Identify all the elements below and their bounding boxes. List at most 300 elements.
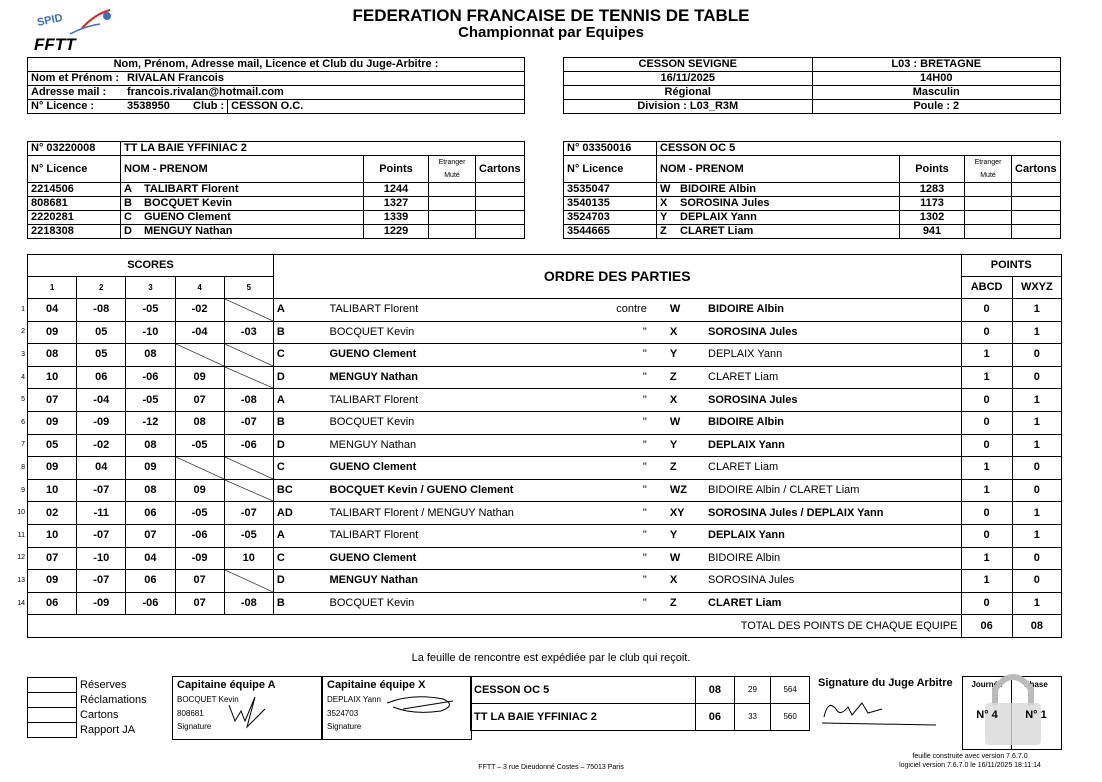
player-row xyxy=(28,211,525,225)
results-table xyxy=(470,676,810,731)
player-x-name: SOROSINA Jules / DEPLAIX Yann xyxy=(705,502,961,525)
points-x: 1 xyxy=(1012,434,1061,457)
set-score: -09 xyxy=(77,592,126,615)
versus-label: " xyxy=(559,344,649,367)
player-cards xyxy=(476,183,525,197)
player-x-name: DEPLAIX Yann xyxy=(705,434,961,457)
set-score: 07 xyxy=(28,389,77,412)
captain-x-licence: 3524703 xyxy=(327,709,359,718)
result-row xyxy=(471,677,810,704)
points-x: 1 xyxy=(1012,592,1061,615)
player-x-name: CLARET Liam xyxy=(705,457,961,480)
player-letter: X xyxy=(657,197,678,211)
player-cards xyxy=(476,211,525,225)
player-foreign xyxy=(965,225,1012,239)
captain-x-box xyxy=(322,676,472,740)
row-number: 1 xyxy=(21,305,25,313)
game-row xyxy=(28,547,1062,570)
scores-header: SCORES xyxy=(28,255,274,277)
player-x-letter: Z xyxy=(650,366,705,389)
points-header: Points xyxy=(364,156,429,183)
set-score: 06 xyxy=(126,502,175,525)
versus-label: " xyxy=(559,366,649,389)
captain-x-signature xyxy=(383,691,463,721)
set-score xyxy=(175,457,224,480)
set-score: 08 xyxy=(28,344,77,367)
points-header: Points xyxy=(900,156,965,183)
game-row xyxy=(28,524,1062,547)
points-x: 0 xyxy=(1012,457,1061,480)
player-a-name: GUENO Clement xyxy=(304,457,560,480)
match-category: Masculin xyxy=(812,86,1061,100)
set-5-header: 5 xyxy=(224,277,273,299)
set-score: -07 xyxy=(77,479,126,502)
points-a: 1 xyxy=(961,344,1012,367)
player-letter: B xyxy=(121,197,142,211)
set-score: -02 xyxy=(77,434,126,457)
player-letter: Z xyxy=(657,225,678,239)
player-a-letter: C xyxy=(273,547,303,570)
player-a-name: TALIBART Florent xyxy=(304,524,560,547)
set-score xyxy=(224,344,273,367)
points-x: 0 xyxy=(1012,547,1061,570)
result-team: TT LA BAIE YFFINIAC 2 xyxy=(471,704,696,731)
set-score xyxy=(224,570,273,593)
set-score: 09 xyxy=(28,570,77,593)
player-x-name: CLARET Liam xyxy=(705,592,961,615)
player-row xyxy=(28,225,525,239)
team-x-name: CESSON OC 5 xyxy=(657,142,1061,156)
player-row xyxy=(564,183,1061,197)
versus-label: " xyxy=(559,592,649,615)
set-score: 08 xyxy=(126,479,175,502)
version-line-1: feuille construite avec version 7.6.7.0 xyxy=(912,753,1028,760)
set-score: -03 xyxy=(224,321,273,344)
points-x: 0 xyxy=(1012,344,1061,367)
row-number: 7 xyxy=(21,441,25,449)
player-a-name: GUENO Clement xyxy=(304,547,560,570)
player-name: DEPLAIX Yann xyxy=(677,211,900,225)
points-a: 0 xyxy=(961,299,1012,322)
captain-a-title: Capitaine équipe A xyxy=(177,679,276,691)
player-points: 1302 xyxy=(900,211,965,225)
player-name: BIDOIRE Albin xyxy=(677,183,900,197)
set-score: -08 xyxy=(224,389,273,412)
points-a: 1 xyxy=(961,366,1012,389)
set-score: 09 xyxy=(28,411,77,434)
game-row xyxy=(28,411,1062,434)
player-a-name: MENGUY Nathan xyxy=(304,366,560,389)
player-a-name: BOCQUET Kevin xyxy=(304,592,560,615)
referee-box xyxy=(27,57,525,114)
set-4-header: 4 xyxy=(175,277,224,299)
player-x-name: CLARET Liam xyxy=(705,366,961,389)
player-licence: 3524703 xyxy=(564,211,657,225)
player-points: 1173 xyxy=(900,197,965,211)
player-a-name: BOCQUET Kevin xyxy=(304,321,560,344)
captain-a-name: BOCQUET Kevin xyxy=(177,695,239,704)
player-licence: 2214506 xyxy=(28,183,121,197)
player-x-letter: W xyxy=(650,411,705,434)
row-number: 3 xyxy=(21,350,25,358)
cards-checkbox[interactable] xyxy=(28,708,77,723)
player-x-name: BIDOIRE Albin xyxy=(705,411,961,434)
captain-a-signature-label: Signature xyxy=(177,722,212,731)
player-name: CLARET Liam xyxy=(677,225,900,239)
player-a-letter: AD xyxy=(273,502,303,525)
row-number: 4 xyxy=(21,373,25,381)
points-a: 1 xyxy=(961,479,1012,502)
set-score: 02 xyxy=(28,502,77,525)
set-score: -06 xyxy=(126,592,175,615)
licence-header: N° Licence xyxy=(28,156,121,183)
match-info xyxy=(563,57,1061,114)
set-score xyxy=(224,299,273,322)
match-grid xyxy=(27,254,1062,638)
points-x: 1 xyxy=(1012,299,1061,322)
result-team: CESSON OC 5 xyxy=(471,677,696,704)
player-name: BOCQUET Kevin xyxy=(141,197,364,211)
versus-label: " xyxy=(559,411,649,434)
versus-label: " xyxy=(559,389,649,412)
versus-label: contre xyxy=(559,299,649,322)
journee-value: N° 4 xyxy=(976,709,998,721)
set-score: -07 xyxy=(224,411,273,434)
player-x-letter: Y xyxy=(650,524,705,547)
set-score: -05 xyxy=(224,524,273,547)
claim-checkbox[interactable] xyxy=(28,693,77,708)
set-3-header: 3 xyxy=(126,277,175,299)
set-score: 06 xyxy=(126,570,175,593)
set-score: -09 xyxy=(77,411,126,434)
sent-note: La feuille de rencontre est expédiée par le club qui reçoit. xyxy=(411,652,691,664)
points-a: 0 xyxy=(961,524,1012,547)
row-number: 2 xyxy=(21,328,25,336)
points-a: 1 xyxy=(961,547,1012,570)
result-sets: 33 xyxy=(734,704,771,731)
player-a-name: TALIBART Florent / MENGUY Nathan xyxy=(304,502,560,525)
player-x-name: BIDOIRE Albin / CLARET Liam xyxy=(705,479,961,502)
player-a-letter: B xyxy=(273,411,303,434)
player-a-name: TALIBART Florent xyxy=(304,389,560,412)
player-cards xyxy=(476,197,525,211)
points-a: 0 xyxy=(961,592,1012,615)
total-a: 06 xyxy=(961,615,1012,638)
player-a-name: BOCQUET Kevin / GUENO Clement xyxy=(304,479,560,502)
points-x: 1 xyxy=(1012,389,1061,412)
team-a-number: N° 03220008 xyxy=(28,142,121,156)
match-time: 14H00 xyxy=(812,72,1061,86)
player-a-letter: C xyxy=(273,457,303,480)
row-number: 6 xyxy=(21,418,25,426)
player-a-letter: D xyxy=(273,434,303,457)
game-row xyxy=(28,457,1062,480)
player-x-letter: W xyxy=(650,299,705,322)
player-points: 1229 xyxy=(364,225,429,239)
game-row xyxy=(28,570,1062,593)
player-x-letter: Z xyxy=(650,457,705,480)
player-x-name: SOROSINA Jules xyxy=(705,321,961,344)
referee-licence-label: N° Licence : xyxy=(28,100,125,114)
player-cards xyxy=(1012,197,1061,211)
set-score: 08 xyxy=(126,344,175,367)
set-score: -10 xyxy=(126,321,175,344)
player-letter: Y xyxy=(657,211,678,225)
set-score: 09 xyxy=(175,366,224,389)
player-licence: 3544665 xyxy=(564,225,657,239)
player-x-letter: W xyxy=(650,547,705,570)
svg-text:FFTT: FFTT xyxy=(34,35,76,54)
player-letter: D xyxy=(121,225,142,239)
wxyz-header: WXYZ xyxy=(1012,277,1061,299)
reserve-checkbox[interactable] xyxy=(28,678,77,693)
row-number: 5 xyxy=(21,396,25,404)
set-score: -05 xyxy=(175,434,224,457)
cards-label: Cartons xyxy=(80,709,119,721)
game-row xyxy=(28,479,1062,502)
set-score: -04 xyxy=(77,389,126,412)
svg-text:SPID: SPID xyxy=(36,11,64,29)
player-x-name: DEPLAIX Yann xyxy=(705,524,961,547)
referee-name-label: Nom et Prénom : xyxy=(28,72,125,86)
points-a: 1 xyxy=(961,570,1012,593)
set-1-header: 1 xyxy=(28,277,77,299)
set-score: 04 xyxy=(28,299,77,322)
player-a-name: MENGUY Nathan xyxy=(304,570,560,593)
federation-title: FEDERATION FRANCAISE DE TENNIS DE TABLE xyxy=(352,6,750,25)
referee-signature-label: Signature du Juge Arbitre xyxy=(818,677,953,689)
player-name: TALIBART Florent xyxy=(141,183,364,197)
set-score: 06 xyxy=(77,366,126,389)
player-letter: W xyxy=(657,183,678,197)
match-venue: CESSON SEVIGNE xyxy=(564,58,813,72)
phase-label: Phase xyxy=(1024,680,1048,689)
set-score: -07 xyxy=(77,524,126,547)
points-a: 0 xyxy=(961,502,1012,525)
points-header: POINTS xyxy=(961,255,1062,277)
player-foreign xyxy=(965,211,1012,225)
set-score: 10 xyxy=(224,547,273,570)
versus-label: " xyxy=(559,502,649,525)
player-cards xyxy=(476,225,525,239)
row-number: 10 xyxy=(17,509,25,517)
set-score: -05 xyxy=(175,502,224,525)
set-score: -08 xyxy=(224,592,273,615)
referee-email: francois.rivalan@hotmail.com xyxy=(124,86,525,100)
player-x-letter: XY xyxy=(650,502,705,525)
player-name: SOROSINA Jules xyxy=(677,197,900,211)
set-score: -10 xyxy=(77,547,126,570)
set-score xyxy=(175,344,224,367)
game-row xyxy=(28,321,1062,344)
captain-a-licence: 808681 xyxy=(177,709,204,718)
versus-label: " xyxy=(559,524,649,547)
referee-name: RIVALAN Francois xyxy=(124,72,525,86)
game-row xyxy=(28,366,1062,389)
team-x-table xyxy=(563,141,1061,239)
set-score: 10 xyxy=(28,366,77,389)
report-label: Rapport JA xyxy=(80,724,136,736)
captain-x-signature-label: Signature xyxy=(327,722,362,731)
player-a-name: TALIBART Florent xyxy=(304,299,560,322)
player-name: MENGUY Nathan xyxy=(141,225,364,239)
set-score: 08 xyxy=(175,411,224,434)
set-score: 08 xyxy=(126,434,175,457)
game-row xyxy=(28,502,1062,525)
abcd-header: ABCD xyxy=(961,277,1012,299)
player-a-letter: B xyxy=(273,592,303,615)
round-box xyxy=(962,676,1062,750)
reserve-label: Réserves xyxy=(80,679,127,691)
referee-header: Nom, Prénom, Adresse mail, Licence et Club du Juge-Arbitre : xyxy=(28,58,525,72)
player-row xyxy=(564,225,1061,239)
set-score xyxy=(224,479,273,502)
claim-label: Réclamations xyxy=(80,694,147,706)
player-points: 1339 xyxy=(364,211,429,225)
referee-licence: 3538950 xyxy=(124,100,190,114)
set-score: -04 xyxy=(175,321,224,344)
player-letter: A xyxy=(121,183,142,197)
set-score: 06 xyxy=(28,592,77,615)
player-x-name: SOROSINA Jules xyxy=(705,570,961,593)
name-header: NOM - PRENOM xyxy=(121,156,364,183)
player-a-name: GUENO Clement xyxy=(304,344,560,367)
points-x: 0 xyxy=(1012,366,1061,389)
order-header: ORDRE DES PARTIES xyxy=(273,255,961,299)
referee-email-label: Adresse mail : xyxy=(28,86,125,100)
row-number: 11 xyxy=(17,531,25,539)
points-a: 0 xyxy=(961,434,1012,457)
player-cards xyxy=(1012,183,1061,197)
total-x: 08 xyxy=(1012,615,1061,638)
versus-label: " xyxy=(559,547,649,570)
row-number: 14 xyxy=(17,599,25,607)
versus-label: " xyxy=(559,457,649,480)
referee-signature xyxy=(818,689,938,729)
player-x-letter: Y xyxy=(650,434,705,457)
player-a-letter: BC xyxy=(273,479,303,502)
player-cards xyxy=(1012,225,1061,239)
row-number: 9 xyxy=(21,486,25,494)
report-checkbox[interactable] xyxy=(28,723,77,738)
lock-icon xyxy=(973,665,1053,749)
licence-header: N° Licence xyxy=(564,156,657,183)
set-score: -05 xyxy=(126,299,175,322)
player-a-name: BOCQUET Kevin xyxy=(304,411,560,434)
player-a-letter: C xyxy=(273,344,303,367)
points-x: 0 xyxy=(1012,570,1061,593)
player-points: 1327 xyxy=(364,197,429,211)
result-points: 560 xyxy=(771,704,810,731)
player-foreign xyxy=(429,197,476,211)
page-title xyxy=(0,6,1102,41)
player-points: 941 xyxy=(900,225,965,239)
referee-signature-box xyxy=(818,677,958,732)
player-x-name: DEPLAIX Yann xyxy=(705,344,961,367)
journee-label: Journée xyxy=(971,680,1003,689)
player-row xyxy=(564,197,1061,211)
player-points: 1244 xyxy=(364,183,429,197)
team-a-table xyxy=(27,141,525,239)
player-points: 1283 xyxy=(900,183,965,197)
player-x-letter: X xyxy=(650,389,705,412)
result-points: 564 xyxy=(771,677,810,704)
referee-club: CESSON O.C. xyxy=(228,100,525,114)
set-score xyxy=(224,457,273,480)
result-score: 08 xyxy=(696,677,735,704)
match-date: 16/11/2025 xyxy=(564,72,813,86)
set-score: 09 xyxy=(175,479,224,502)
player-foreign xyxy=(429,225,476,239)
result-score: 06 xyxy=(696,704,735,731)
player-foreign xyxy=(429,183,476,197)
player-row xyxy=(28,183,525,197)
result-sets: 29 xyxy=(734,677,771,704)
row-number: 8 xyxy=(21,463,25,471)
set-score: -08 xyxy=(77,299,126,322)
game-row xyxy=(28,592,1062,615)
set-score: 07 xyxy=(126,524,175,547)
set-score: 07 xyxy=(175,389,224,412)
player-row xyxy=(564,211,1061,225)
set-score: 10 xyxy=(28,479,77,502)
points-x: 0 xyxy=(1012,479,1061,502)
total-label: TOTAL DES POINTS DE CHAQUE EQUIPE xyxy=(28,615,962,638)
set-score: -02 xyxy=(175,299,224,322)
cards-header: Cartons xyxy=(1012,156,1061,183)
match-pool: Poule : 2 xyxy=(812,100,1061,114)
player-x-letter: X xyxy=(650,321,705,344)
player-foreign xyxy=(965,183,1012,197)
set-score: 09 xyxy=(126,457,175,480)
captain-x-name: DEPLAIX Yann xyxy=(327,695,381,704)
set-score: 05 xyxy=(77,344,126,367)
championship-title: Championnat par Equipes xyxy=(458,24,644,41)
match-league: L03 : BRETAGNE xyxy=(812,58,1061,72)
set-score xyxy=(224,366,273,389)
set-score: 07 xyxy=(175,570,224,593)
player-licence: 2220281 xyxy=(28,211,121,225)
player-a-letter: D xyxy=(273,570,303,593)
game-row xyxy=(28,434,1062,457)
set-score: -06 xyxy=(126,366,175,389)
points-x: 1 xyxy=(1012,524,1061,547)
player-x-letter: WZ xyxy=(650,479,705,502)
player-letter: C xyxy=(121,211,142,225)
captain-a-signature xyxy=(225,691,285,735)
player-name: GUENO Clement xyxy=(141,211,364,225)
set-score: -07 xyxy=(224,502,273,525)
captain-x-title: Capitaine équipe X xyxy=(327,679,426,691)
player-x-letter: Y xyxy=(650,344,705,367)
set-score: -06 xyxy=(224,434,273,457)
match-division: Division : L03_R3M xyxy=(564,100,813,114)
set-score: 09 xyxy=(28,457,77,480)
player-x-name: SOROSINA Jules xyxy=(705,389,961,412)
player-a-letter: A xyxy=(273,524,303,547)
cards-header: Cartons xyxy=(476,156,525,183)
points-a: 0 xyxy=(961,411,1012,434)
set-score: -12 xyxy=(126,411,175,434)
player-x-name: BIDOIRE Albin xyxy=(705,547,961,570)
set-score: 09 xyxy=(28,321,77,344)
game-row xyxy=(28,389,1062,412)
player-licence: 3535047 xyxy=(564,183,657,197)
game-row xyxy=(28,344,1062,367)
game-row xyxy=(28,299,1062,322)
points-a: 0 xyxy=(961,389,1012,412)
set-score: 04 xyxy=(77,457,126,480)
